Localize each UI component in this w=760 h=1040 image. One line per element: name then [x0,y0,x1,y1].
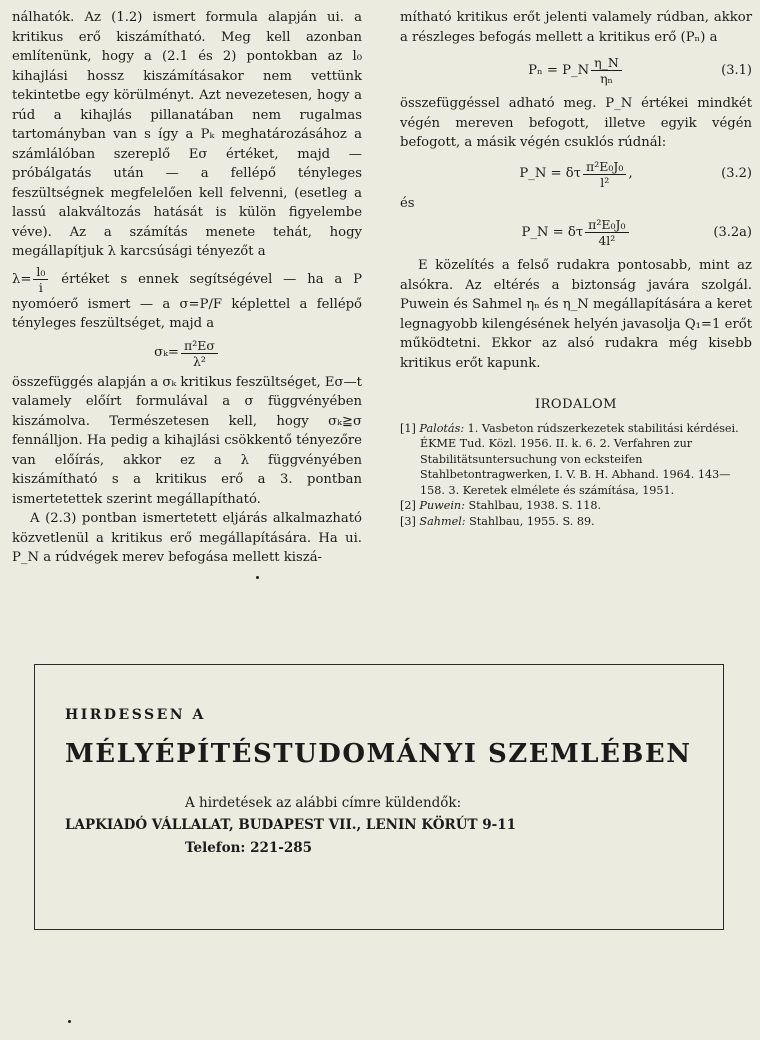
right-column [400,8,752,529]
ad-address: LAPKIADÓ VÁLLALAT, BUDAPEST VII., LENIN KÖRÚT 9-11 [65,817,516,833]
reference-item: [1] Palotás: 1. Vasbeton rúdszerkezetek stabilitási kérdései. ÉKME Tud. Közl. 1956. II. k. 6. 2. Verfahren zur Stabilitätsuntersuchung von ecksteifen Stahlbetontragwerken, I. V. B. H. Abhand. 1964. 143—158. 3. Keretek elmélete és számítása, 1951. [400,421,739,497]
equation-number: (3.2a) [713,224,752,240]
fraction: $\frac{\text{π²E₀J₀}}{\text{l²}}$ [583,159,626,190]
fraction: $\frac{\text{π²E₀J₀}}{\text{4l²}}$ [585,217,628,248]
reference-item: [3] Sahmel: Stahlbau, 1955. S. 89. [400,514,595,528]
sigma-equation: σₖ= $\frac{\text{π²Eσ}}{\text{λ²}}$ [12,338,362,369]
fraction: $\frac{\eta\_N}{\text{ηₙ}}$ [591,55,622,86]
equation-number: (3.1) [721,62,752,78]
ad-journal-title: MÉLYÉPÍTÉSTUDOMÁNYI SZEMLÉBEN [65,739,692,769]
equation-number: (3.2) [721,166,752,182]
print-speck [256,576,259,579]
fraction: $\frac{\text{l₀}}{i}$ [33,264,48,295]
paragraph: E közelítés a felső rudakra pontosabb, mint az alsókra. Az eltérés a biztonság javára szolgál. Puwein és Sahmel ηₙ és η_N megállapítására a keret legnagyobb kilengésének helyén javasolja Q₁=1 erőt működtetni. Ekkor az alsó rudakra még kisebb kritikus erőt kapunk. [400,258,752,371]
paragraph: A (2.3) pontban ismertetett eljárás alkalmazható közvetlenül a kritikus erő megállapítására. Ha ui. P_N a rúdvégek merev befogása mellett kiszá- [12,511,362,565]
paragraph: összefüggés alapján a σₖ kritikus feszültséget, Eσ—t valamely előírt formulával a σ függvényében kiszámolva. Természetesen kell, hogy σₖ≧σ fennálljon. Ha pedig a kihajlási csökkentő tényezőre van előírás, akkor ez a λ függvényében kiszámítható s a kritikus erő a 3. pontban ismertetettek szerint megállapítható. [12,374,362,507]
ad-kicker: HIRDESSEN A [65,707,206,723]
paragraph: λ= $\frac{\text{l₀}}{i}$ értéket s ennek segítségével — ha a P nyomóerő ismert — a σ=P/F képlettel a fellépő tényleges feszültséget, majd a [12,263,362,331]
reference-item: [2] Puwein: Stahlbau, 1938. S. 118. [400,499,602,512]
left-column [12,8,362,568]
fraction: $\frac{\text{π²Eσ}}{\text{λ²}}$ [181,338,218,369]
advertisement-box [34,664,724,930]
lambda-equation: λ= $\frac{\text{l₀}}{i}$ [12,272,61,287]
equation-3-2: P_N = δτ $\frac{\text{π²E₀J₀}}{\text{l²}}$ , (3.2) [519,158,752,190]
equation-3-1: Pₙ = P_N $\frac{\eta\_N}{\text{ηₙ}}$ (3.1) [528,55,752,86]
paragraph: mítható kritikus erőt jelenti valamely rúdban, akkor a részleges befogás mellett a kritikus erő (Pₙ) a [400,10,752,45]
paragraph: nálhatók. Az (1.2) ismert formula alapján ui. a kritikus erő kiszámítható. Meg kell azonban említenünk, hogy a (2.1 és 2) pontokban az l₀ kihajlási hossz kiszámításakor nem vettünk tekintetbe egy körülményt. Azt nevezetesen, hogy a rúd a kihajlás pillanatában nem rugalmas tartományban van s így a Pₖ meghatározásához a számlálóban szereplő Eσ értéket, majd — próbálgatás után — a fellépő tényleges feszültségnek megfelelően kell felvenni, (esetleg a lassú alakváltozás hatását is külön figyelembe véve). Az a számítás menete tehát, hogy megállapítjuk λ karcsúsági tényezőt a [12,10,362,259]
ad-phone: Telefon: 221-285 [185,840,313,856]
paragraph: összefüggéssel adható meg. P_N értékei mindkét végén mereven befogott, illetve egyik végén befogott, a másik végén csuklós rúdnál: [400,96,752,150]
equation-3-2a: P_N = δτ $\frac{\text{π²E₀J₀}}{\text{4l²}}$ (3.2a) [521,217,752,248]
references-heading: IRODALOM [535,397,617,412]
connector-word: és [400,195,415,211]
ad-instruction: A hirdetések az alábbi címre küldendők: [185,795,462,811]
print-speck [68,1020,71,1023]
